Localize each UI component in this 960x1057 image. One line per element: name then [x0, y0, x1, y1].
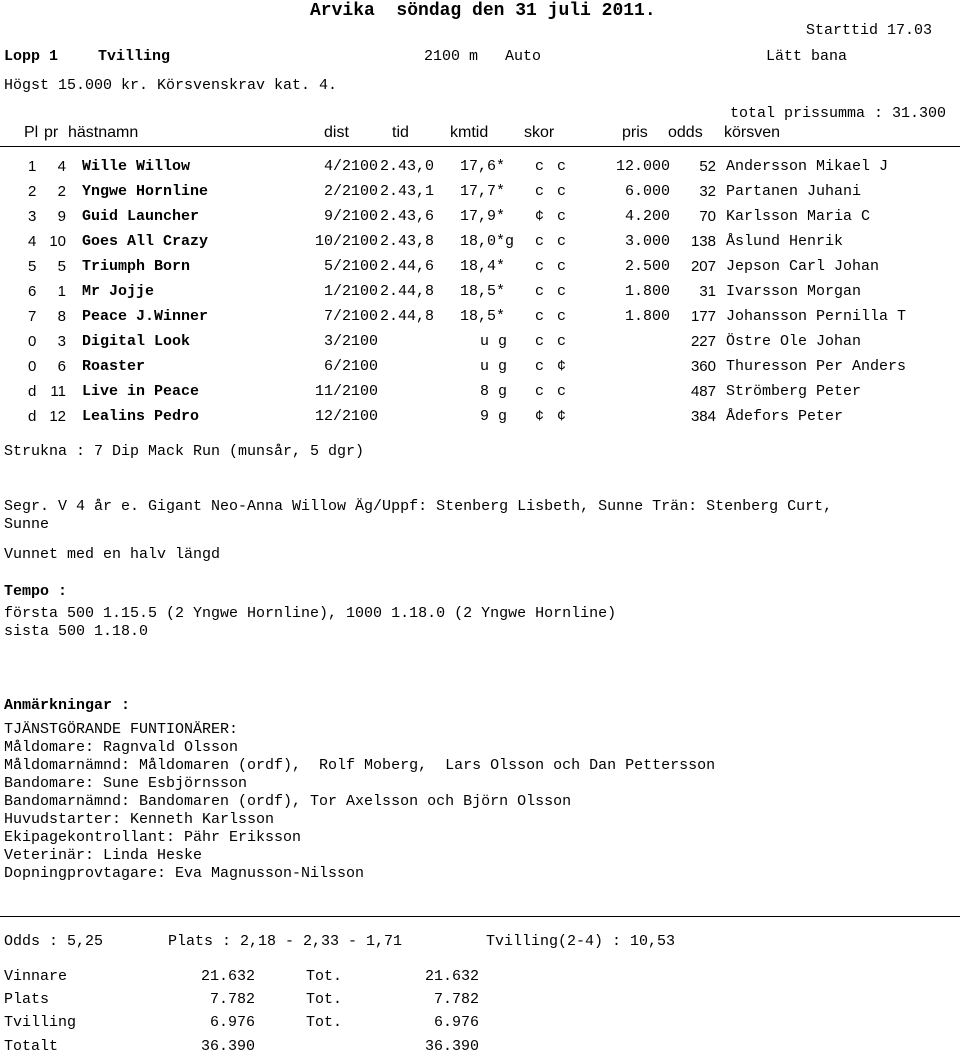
post-position: 9	[57, 208, 66, 225]
horse-name: Lealins Pedro	[82, 408, 200, 425]
col-kmtid: kmtid	[450, 124, 489, 141]
shoes: c c	[535, 233, 569, 250]
table-row	[0, 407, 960, 427]
odds: 177	[690, 308, 716, 325]
odds: 227	[690, 333, 716, 350]
horse-name: Mr Jojje	[82, 283, 155, 300]
driver: Ådefors Peter	[726, 408, 844, 425]
prize: 3.000	[624, 233, 670, 250]
time: 2.43,6	[380, 208, 435, 225]
official-line: Huvudstarter: Kenneth Karlsson	[4, 811, 275, 828]
placing: 5	[28, 258, 37, 275]
turnover-tot-label: Tot.	[306, 991, 343, 1008]
odds: 487	[690, 383, 716, 400]
odds: 207	[690, 258, 716, 275]
table-row	[0, 182, 960, 202]
km-time: 18,0*g	[460, 233, 515, 250]
horse-name: Guid Launcher	[82, 208, 200, 225]
horse-name: Yngwe Hornline	[82, 183, 209, 200]
distance: 12/2100	[314, 408, 378, 425]
post-position: 1	[57, 283, 66, 300]
turnover-amount: 21.632	[200, 968, 255, 985]
distance: 7/2100	[323, 308, 378, 325]
col-korsven: körsven	[724, 124, 781, 141]
time: 2.44,8	[380, 283, 435, 300]
distance: 6/2100	[323, 358, 378, 375]
start-type: Auto	[505, 48, 542, 65]
odds: 138	[690, 233, 716, 250]
km-time: 17,9*	[460, 208, 506, 225]
shoes: c c	[535, 183, 569, 200]
placing: 0	[28, 333, 37, 350]
horse-name: Triumph Born	[82, 258, 191, 275]
table-row	[0, 332, 960, 352]
official-line: Ekipagekontrollant: Pähr Eriksson	[4, 829, 302, 846]
shoes: ¢ c	[535, 208, 569, 225]
table-row	[0, 232, 960, 252]
km-time: 17,6*	[460, 158, 506, 175]
col-odds: odds	[668, 124, 703, 141]
table-row	[0, 157, 960, 177]
km-time: 18,4*	[460, 258, 506, 275]
table-row	[0, 357, 960, 377]
turnover-row	[0, 1037, 520, 1057]
turnover-tot: 21.632	[424, 968, 479, 985]
km-time: 17,7*	[460, 183, 506, 200]
turnover-amount: 36.390	[200, 1038, 255, 1055]
remarks-label: Anmärkningar :	[4, 697, 131, 714]
distance: 9/2100	[323, 208, 378, 225]
prize: 2.500	[624, 258, 670, 275]
distance: 2/2100	[323, 183, 378, 200]
time: 2.43,8	[380, 233, 435, 250]
turnover-tot: 6.976	[433, 1014, 479, 1031]
km-time: 8 g	[480, 383, 508, 400]
placing: d	[28, 383, 37, 400]
placing: 3	[28, 208, 37, 225]
tempo-last: sista 500 1.18.0	[4, 623, 149, 640]
shoes: c c	[535, 283, 569, 300]
horse-name: Roaster	[82, 358, 146, 375]
driver: Strömberg Peter	[726, 383, 862, 400]
turnover-row	[0, 990, 520, 1010]
shoes: c c	[535, 158, 569, 175]
winner-info-cont: Sunne	[4, 516, 50, 533]
col-pr: pr	[44, 124, 59, 141]
driver: Partanen Juhani	[726, 183, 862, 200]
header-divider	[0, 146, 960, 147]
footer-divider	[0, 916, 960, 917]
page-title: Arvika söndag den 31 juli 2011.	[310, 1, 656, 21]
driver: Thuresson Per Anders	[726, 358, 907, 375]
turnover-amount: 7.782	[209, 991, 255, 1008]
prize: 6.000	[624, 183, 670, 200]
placing: 1	[28, 158, 37, 175]
odds: 70	[699, 208, 716, 225]
col-tid: tid	[392, 124, 409, 141]
driver: Åslund Henrik	[726, 233, 844, 250]
post-position: 12	[49, 408, 66, 425]
turnover-label: Totalt	[4, 1038, 59, 1055]
post-position: 10	[49, 233, 66, 250]
table-row	[0, 307, 960, 327]
official-line: Veterinär: Linda Heske	[4, 847, 203, 864]
post-position: 2	[57, 183, 66, 200]
km-time: u g	[480, 358, 508, 375]
driver: Östre Ole Johan	[726, 333, 862, 350]
scratched: Strukna : 7 Dip Mack Run (munsår, 5 dgr)	[4, 443, 365, 460]
distance: 11/2100	[314, 383, 378, 400]
official-line: Bandomarnämnd: Bandomaren (ordf), Tor Axelsson och Björn Olsson	[4, 793, 572, 810]
col-skor: skor	[524, 124, 555, 141]
distance: 1/2100	[323, 283, 378, 300]
distance: 3/2100	[323, 333, 378, 350]
odds: 32	[699, 183, 716, 200]
prize: 12.000	[615, 158, 670, 175]
turnover-row	[0, 1013, 520, 1033]
table-row	[0, 207, 960, 227]
turnover-label: Plats	[4, 991, 50, 1008]
odds: 52	[699, 158, 716, 175]
turnover-row	[0, 967, 520, 987]
shoes: ¢ ¢	[535, 408, 569, 425]
driver: Ivarsson Morgan	[726, 283, 862, 300]
horse-name: Goes All Crazy	[82, 233, 209, 250]
horse-name: Wille Willow	[82, 158, 191, 175]
shoes: c c	[535, 383, 569, 400]
prize: 4.200	[624, 208, 670, 225]
shoes: c ¢	[535, 358, 569, 375]
official-line: Måldomarnämnd: Måldomaren (ordf), Rolf Moberg, Lars Olsson och Dan Pettersson	[4, 757, 716, 774]
distance: 4/2100	[323, 158, 378, 175]
km-time: 18,5*	[460, 283, 506, 300]
distance: 10/2100	[314, 233, 378, 250]
placing: 6	[28, 283, 37, 300]
placing: 4	[28, 233, 37, 250]
post-position: 3	[57, 333, 66, 350]
driver: Johansson Pernilla T	[726, 308, 907, 325]
race-distance: 2100 m	[424, 48, 479, 65]
placing: 7	[28, 308, 37, 325]
driver: Karlsson Maria C	[726, 208, 871, 225]
horse-name: Peace J.Winner	[82, 308, 209, 325]
shoes: c c	[535, 333, 569, 350]
tempo-first: första 500 1.15.5 (2 Yngwe Hornline), 1000 1.18.0 (2 Yngwe Hornline)	[4, 605, 617, 622]
turnover-tot-label: Tot.	[306, 1014, 343, 1031]
odds-winner: Odds : 5,25	[4, 933, 104, 950]
start-time: Starttid 17.03	[806, 22, 933, 39]
odds-tvilling: Tvilling(2-4) : 10,53	[486, 933, 676, 950]
prize-info: Högst 15.000 kr. Körsvenskrav kat. 4.	[4, 77, 338, 94]
turnover-amount: 6.976	[209, 1014, 255, 1031]
placing: d	[28, 408, 37, 425]
odds-place: Plats : 2,18 - 2,33 - 1,71	[168, 933, 403, 950]
official-line: Dopningprovtagare: Eva Magnusson-Nilsson	[4, 865, 365, 882]
official-line: Bandomare: Sune Esbjörnsson	[4, 775, 248, 792]
km-time: 18,5*	[460, 308, 506, 325]
post-position: 8	[57, 308, 66, 325]
post-position: 6	[57, 358, 66, 375]
table-row	[0, 382, 960, 402]
driver: Jepson Carl Johan	[726, 258, 880, 275]
distance: 5/2100	[323, 258, 378, 275]
turnover-label: Tvilling	[4, 1014, 77, 1031]
turnover-tot: 36.390	[424, 1038, 479, 1055]
turnover-tot-label: Tot.	[306, 968, 343, 985]
table-row	[0, 257, 960, 277]
odds: 31	[699, 283, 716, 300]
placing: 2	[28, 183, 37, 200]
col-pris: pris	[622, 124, 648, 141]
track-condition: Lätt bana	[766, 48, 848, 65]
col-pl: Pl	[24, 124, 39, 141]
turnover-tot: 7.782	[433, 991, 479, 1008]
official-line: Måldomare: Ragnvald Olsson	[4, 739, 239, 756]
km-time: u g	[480, 333, 508, 350]
horse-name: Live in Peace	[82, 383, 200, 400]
odds: 384	[690, 408, 716, 425]
race-number: Lopp 1	[4, 48, 59, 65]
turnover-label: Vinnare	[4, 968, 68, 985]
shoes: c c	[535, 258, 569, 275]
odds: 360	[690, 358, 716, 375]
table-row	[0, 282, 960, 302]
time: 2.43,0	[380, 158, 435, 175]
time: 2.43,1	[380, 183, 435, 200]
post-position: 11	[50, 383, 66, 400]
col-dist: dist	[324, 124, 349, 141]
horse-name: Digital Look	[82, 333, 191, 350]
col-name: hästnamn	[68, 124, 139, 141]
post-position: 4	[57, 158, 66, 175]
post-position: 5	[57, 258, 66, 275]
shoes: c c	[535, 308, 569, 325]
winner-info: Segr. V 4 år e. Gigant Neo-Anna Willow Äg/Uppf: Stenberg Lisbeth, Sunne Trän: Stenberg Curt,	[4, 498, 833, 515]
tempo-label: Tempo :	[4, 583, 68, 600]
total-prize: total prissumma : 31.300	[730, 105, 947, 122]
placing: 0	[28, 358, 37, 375]
official-line: TJÄNSTGÖRANDE FUNTIONÄRER:	[4, 721, 239, 738]
prize: 1.800	[624, 283, 670, 300]
time: 2.44,8	[380, 308, 435, 325]
game-type: Tvilling	[98, 48, 171, 65]
prize: 1.800	[624, 308, 670, 325]
km-time: 9 g	[480, 408, 508, 425]
driver: Andersson Mikael J	[726, 158, 889, 175]
winning-margin: Vunnet med en halv längd	[4, 546, 221, 563]
time: 2.44,6	[380, 258, 435, 275]
